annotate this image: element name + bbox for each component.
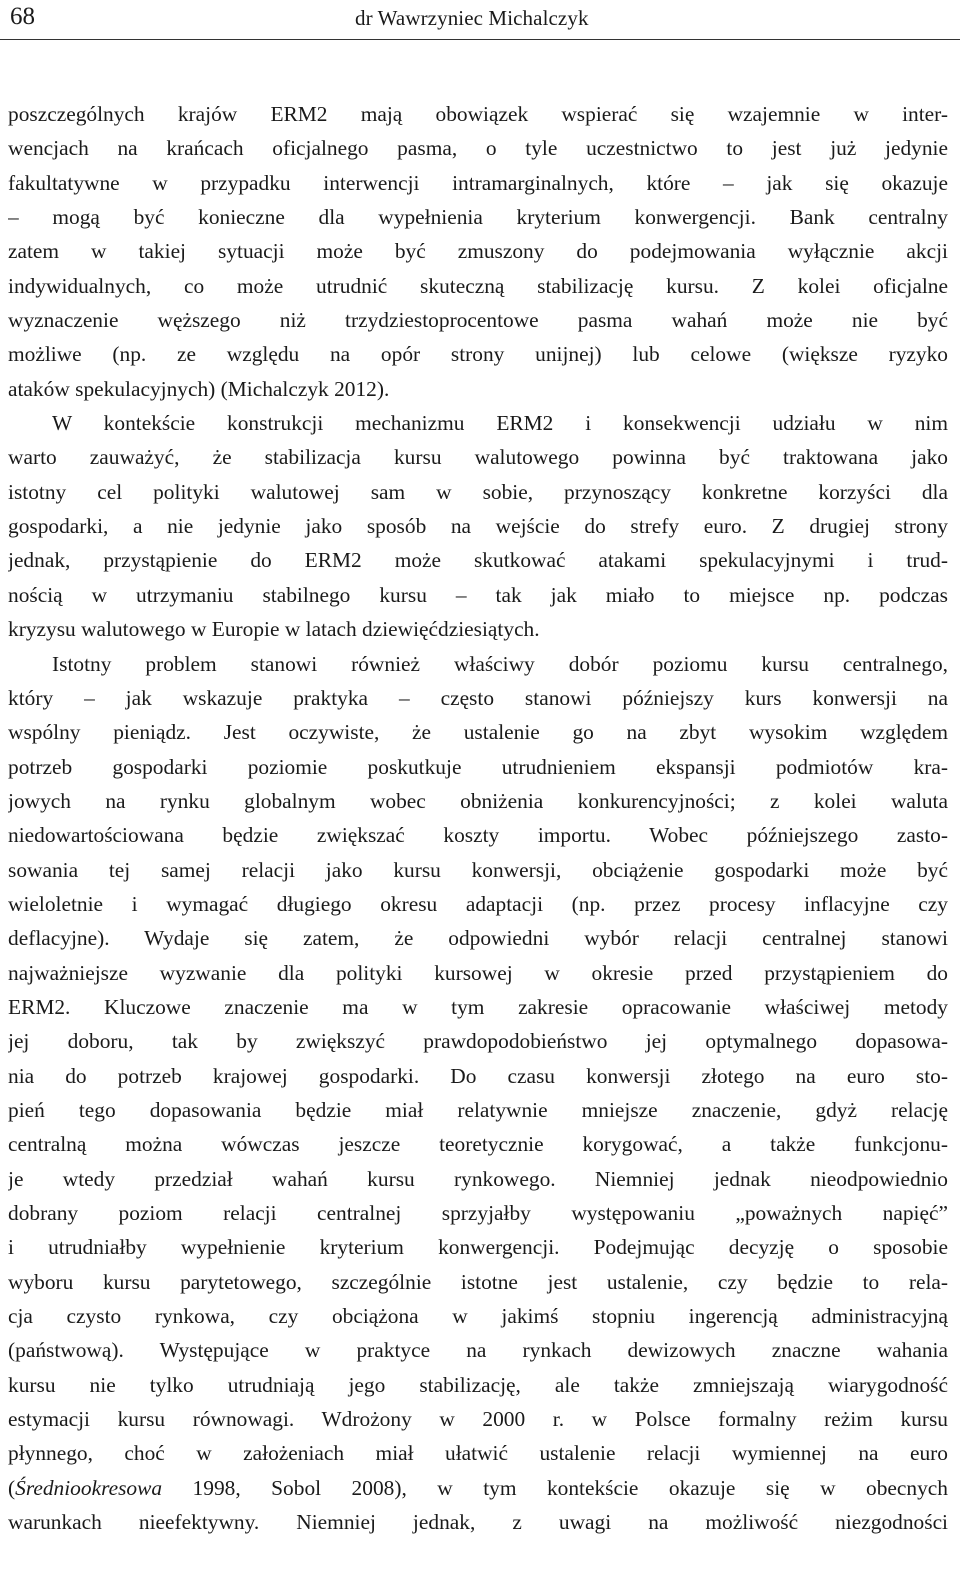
text-line: Istotny problem stanowi również właściwy dobór poziomu kursu centralnego, — [52, 651, 948, 676]
text-line: – mogą być konieczne dla wypełnienia kryterium konwergencji. Bank centralny — [8, 205, 948, 230]
text-line: jednak, przystąpienie do ERM2 może skutkować atakami spekulacyjnymi i trud- — [8, 548, 948, 573]
text-line: jej doboru, tak by zwiększyć prawdopodobieństwo jej optymalnego dopasowa- — [8, 1029, 948, 1054]
text-line: poszczególnych krajów ERM2 mają obowiązek wspierać się wzajemnie w inter- — [8, 102, 948, 126]
paragraph — [8, 406, 948, 646]
text-line: wspólny pieniądz. Jest oczywiste, że ustalenie go na zbyt wysokim względem — [8, 720, 948, 745]
text-line: je wtedy przedział wahań kursu rynkowego. Niemniej jednak nieodpowiednio — [8, 1166, 948, 1191]
text-line: W kontekście konstrukcji mechanizmu ERM2 i konsekwencji udziału w nim — [52, 411, 948, 436]
text-line: wyznaczenie węższego niż trzydziestoprocentowe pasma wahań może nie być — [8, 308, 948, 333]
text-line: kryzysu walutowego w Europie w latach dziewięćdziesiątych. — [8, 617, 540, 642]
text-line: wencjach na krańcach oficjalnego pasma, o tyle uczestnictwo to jest już jedynie — [8, 136, 948, 161]
text-line: najważniejsze wyzwanie dla polityki kursowej w okresie przed przystąpieniem do — [8, 960, 948, 985]
paragraph — [8, 97, 948, 406]
text-line: możliwe (np. ze względu na opór strony unijnej) lub celowe (większe ryzyko — [8, 342, 948, 367]
running-head: dr Wawrzyniec Michalczyk — [355, 6, 589, 30]
text-line: indywidualnych, co może utrudnić skuteczną stabilizację kursu. Z kolei oficjalne — [8, 273, 948, 298]
page-header — [0, 0, 960, 40]
text-line: jowych na rynku globalnym wobec obniżenia konkurencyjności; z kolei waluta — [8, 788, 948, 813]
text-line: ataków spekulacyjnych) (Michalczyk 2012). — [8, 376, 390, 401]
text-line: fakultatywne w przypadku interwencji intramarginalnych, które – jak się okazuje — [8, 170, 948, 195]
text-line: zatem w takiej sytuacji może być zmuszony do podejmowania wyłącznie akcji — [8, 239, 948, 264]
text-line: kursu nie tylko utrudniają jego stabilizację, ale także zmniejszają wiarygodność — [8, 1372, 948, 1397]
text-line: (Średniookresowa 1998, Sobol 2008), w tym kontekście okazuje się w obecnych — [8, 1475, 948, 1500]
text-line: płynnego, choć w założeniach miał ułatwić ustalenie relacji wymiennej na euro — [8, 1441, 948, 1466]
header-rule — [0, 39, 960, 40]
text-line: nia do potrzeb krajowej gospodarki. Do czasu konwersji złotego na euro sto- — [8, 1063, 948, 1088]
text-line: warto zauważyć, że stabilizacja kursu walutowego powinna być traktowana jako — [8, 445, 948, 470]
text-line: niedowartościowana będzie zwiększać koszty importu. Wobec późniejszego zasto- — [8, 823, 948, 848]
text-line: dobrany poziom relacji centralnej sprzyjałby występowaniu „poważnych napięć” — [8, 1201, 948, 1225]
body-text — [8, 97, 948, 1539]
text-line: potrzeb gospodarki poziomie poskutkuje utrudnieniem ekspansji podmiotów kra- — [8, 754, 948, 779]
text-line: deflacyjne). Wydaje się zatem, że odpowiedni wybór relacji centralnej stanowi — [8, 926, 948, 951]
text-line: centralną można wówczas jeszcze teoretycznie korygować, a także funkcjonu- — [8, 1132, 948, 1157]
text-line: wyboru kursu parytetowego, szczególnie istotne jest ustalenie, czy będzie to rela- — [8, 1269, 948, 1294]
text-line: ERM2. Kluczowe znaczenie ma w tym zakresie opracowanie właściwej metody — [8, 994, 948, 1019]
text-line: gospodarki, a nie jedynie jako sposób na wejście do strefy euro. Z drugiej strony — [8, 514, 948, 539]
text-line: (państwową). Występujące w praktyce na rynkach dewizowych znaczne wahania — [8, 1338, 948, 1363]
text-line: nością w utrzymaniu stabilnego kursu – tak jak miało to miejsce np. podczas — [8, 582, 948, 607]
text-line: estymacji kursu równowagi. Wdrożony w 2000 r. w Polsce formalny reżim kursu — [8, 1407, 948, 1432]
text-line: i utrudniałby wypełnienie kryterium konwergencji. Podejmując decyzję o sposobie — [8, 1235, 948, 1260]
italic-title: Średniookresowa — [15, 1475, 163, 1500]
text-line: warunkach nieefektywny. Niemniej jednak, z uwagi na możliwość niezgodności — [8, 1510, 948, 1535]
text-line: cja czysto rynkowa, czy obciążona w jakimś stopniu ingerencją administracyjną — [8, 1304, 948, 1329]
text-line: który – jak wskazuje praktyka – często stanowi późniejszy kurs konwersji na — [8, 685, 948, 710]
page-number: 68 — [10, 3, 35, 30]
text-line: wieloletnie i wymagać długiego okresu adaptacji (np. przez procesy inflacyjne czy — [8, 891, 948, 916]
text-line: pień tego dopasowania będzie miał relatywnie mniejsze znaczenie, gdyż relację — [8, 1097, 948, 1122]
paragraph — [8, 647, 948, 1540]
text-line: sowania tej samej relacji jako kursu konwersji, obciążenie gospodarki może być — [8, 857, 948, 882]
text-line: istotny cel polityki walutowej sam w sobie, przynoszący konkretne korzyści dla — [8, 479, 948, 504]
